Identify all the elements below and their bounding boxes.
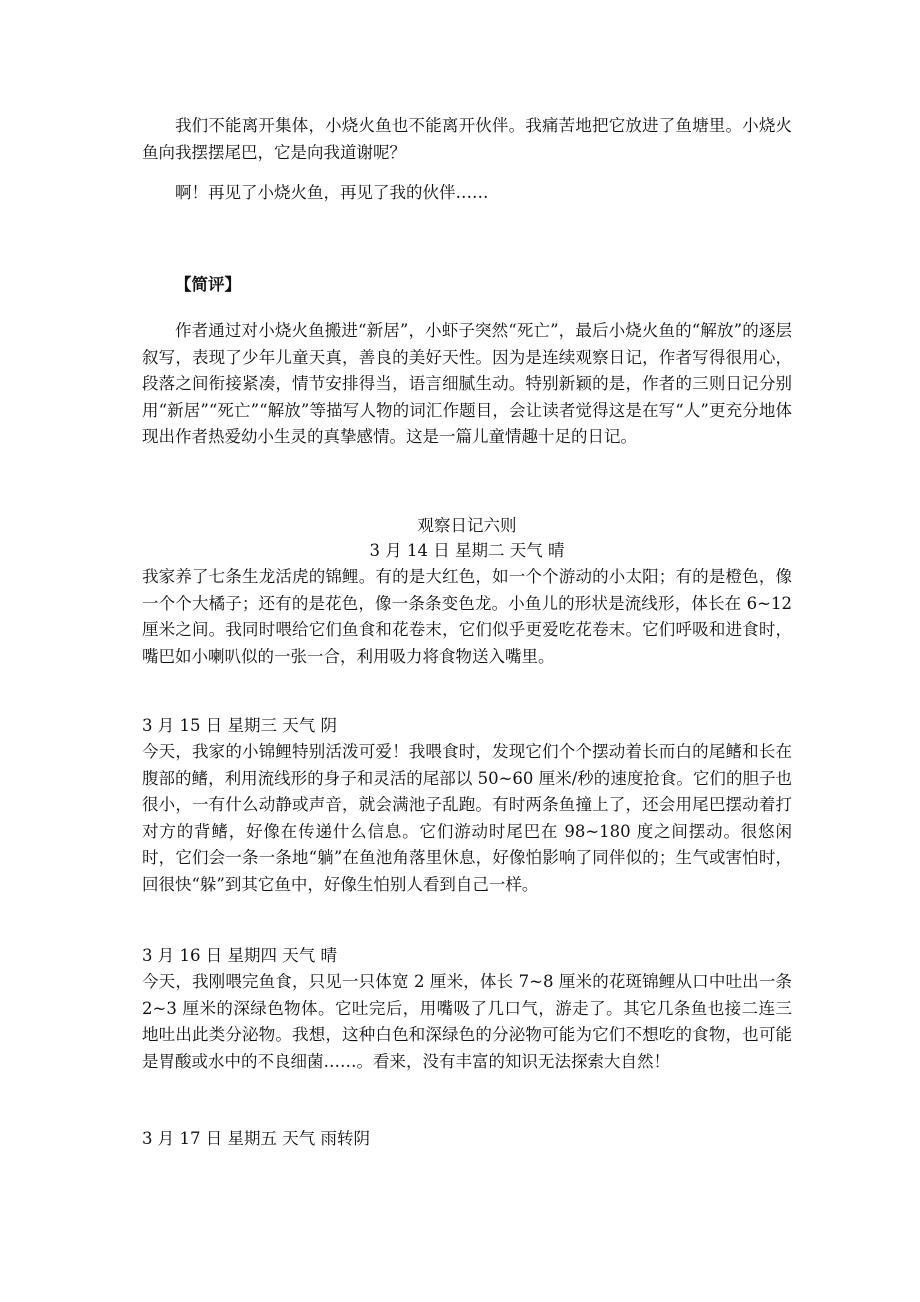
diary-entry3-date: 3 月 16 日 星期四 天气 晴 [142,946,337,965]
review-heading: 【简评】 [175,275,241,294]
story-paragraph-2: 啊！再见了小烧火鱼，再见了我的伙伴…… [175,183,489,202]
diary-entry3-body: 今天，我刚喂完鱼食，只见一只体宽 2 厘米，体长 7~8 厘米的花斑锦鲤从口中吐出一条 2~3 厘米的深绿色物体。它吐完后，用嘴吸了几口气，游走了。其它几条鱼也接二连三地吐出此类分泌物。我想，这种白色和深绿色的分泌物可能为它们不想吃的食物，也可能是胃酸或水中的不良细菌……。看来，没有丰富的知识无法探索大自然！ [142,972,792,1071]
diary-entry1-date: 3 月 14 日 星期二 天气 晴 [369,541,565,560]
review-body: 作者通过对小烧火鱼搬进“新居”，小虾子突然“死亡”，最后小烧火鱼的“解放”的逐层叙写，表现了少年儿童天真，善良的美好天性。因为是连续观察日记，作者写得很用心，段落之间衔接紧凑，情节安排得当，语言细腻生动。特别新颖的是，作者的三则日记分别用“新居”“死亡”“解放”等描写人物的词汇作题目，会让读者觉得这是在写“人”更充分地体现出作者热爱幼小生灵的真挚感情。这是一篇儿童情趣十足的日记。 [142,321,792,446]
diary-entry2-body: 今天，我家的小锦鲤特别活泼可爱！我喂食时，发现它们个个摆动着长而白的尾鳍和长在腹部的鳍，利用流线形的身子和灵活的尾部以 50~60 厘米/秒的速度抢食。它们的胆子也很小，一有什么动静或声音，就会满池子乱跑。有时两条鱼撞上了，还会用尾巴摆动着打对方的背鳍，好像在传递什么信息。它们游动时尾巴在 98~180 度之间摆动。很悠闲时，它们会一条一条地“躺”在鱼池角落里休息，好像怕影响了同伴似的；生气或害怕时，回很快“躲”到其它鱼中，好像生怕别人看到自己一样。 [142,742,792,894]
diary-entry1-body: 我家养了七条生龙活虎的锦鲤。有的是大红色，如一个个游动的小太阳；有的是橙色，像一个个大橘子；还有的是花色，像一条条变色龙。小鱼儿的形状是流线形，体长在 6~12 厘米之间。我同时喂给它们鱼食和花卷末，它们似乎更爱吃花卷末。它们呼吸和进食时，嘴巴如小喇叭似的一张一合，利用吸力将食物送入嘴里。 [142,567,792,666]
diary-title: 观察日记六则 [417,516,517,535]
diary-entry4-date: 3 月 17 日 星期五 天气 雨转阴 [142,1129,370,1148]
diary-entry2-date: 3 月 15 日 星期三 天气 阴 [142,716,337,735]
story-paragraph-1: 我们不能离开集体，小烧火鱼也不能离开伙伴。我痛苦地把它放进了鱼塘里。小烧火鱼向我摆摆尾巴，它是向我道谢呢？ [142,116,792,162]
